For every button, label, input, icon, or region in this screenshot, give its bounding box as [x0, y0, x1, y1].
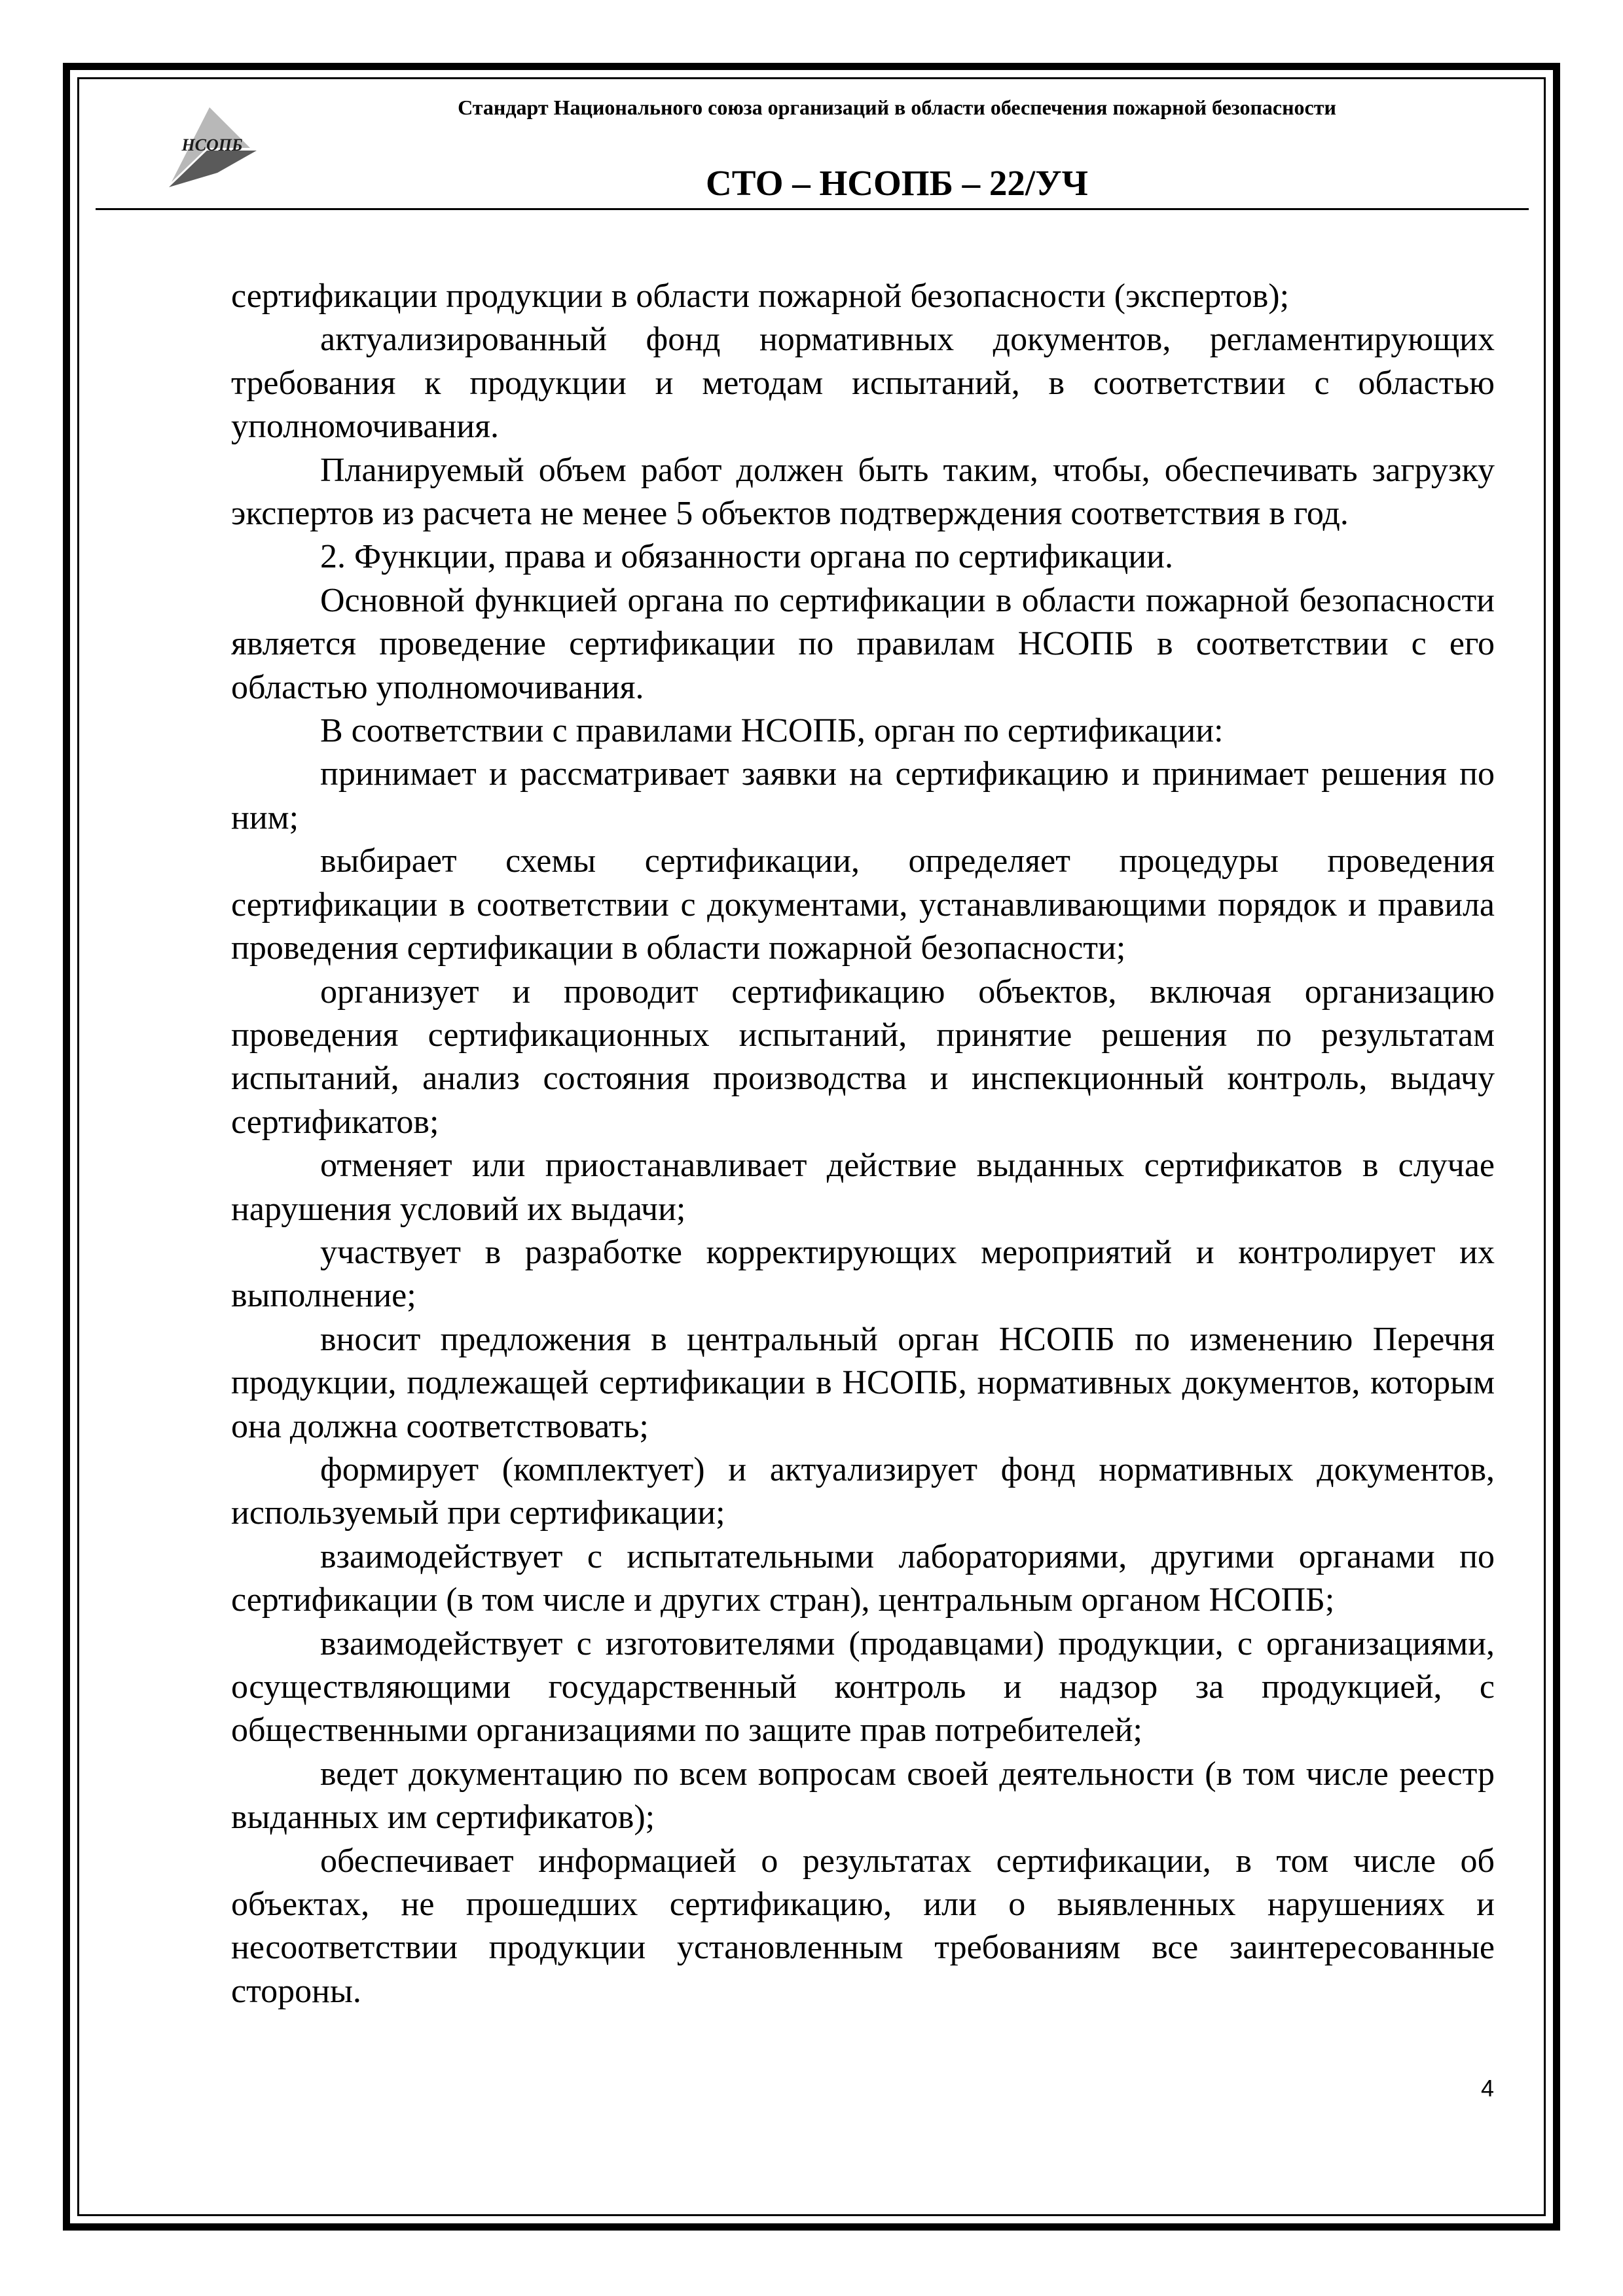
list-item: принимает и рассматривает заявки на сертификацию и принимает решения по ним;	[231, 755, 1495, 836]
standard-organization-title: Стандарт Национального союза организаций в области обеспечения пожарной безопасности	[458, 96, 1336, 119]
document-code: СТО – НСОПБ – 22/УЧ	[706, 163, 1088, 203]
paragraph: Планируемый объем работ должен быть таким, чтобы, обеспечивать загрузку экспертов из расчета не менее 5 объектов подтверждения соответствия в год.	[231, 451, 1495, 533]
list-item: взаимодействует с изготовителями (продавцами) продукции, с организациями, осуществляющими государственный контроль и надзор за продукцией, с общественными организациями по защите прав потребителей;	[231, 1624, 1495, 1749]
list-item: обеспечивает информацией о результатах сертификации, в том числе об объектах, не прошедших сертификацию, или о выявленных нарушениях и несоответствии продукции установленным требованиям все заинтересованные стороны.	[231, 1842, 1495, 2010]
list-item: отменяет или приостанавливает действие выданных сертификатов в случае нарушения условий их выдачи;	[231, 1147, 1495, 1228]
list-item: формирует (комплектует) и актуализирует фонд нормативных документов, используемый при сертификации;	[231, 1450, 1495, 1532]
document-body	[231, 275, 1495, 2013]
paragraph: Основной функцией органа по сертификации в области пожарной безопасности является проведение сертификации по правилам НСОПБ в соответствии с его областью уполномочивания.	[231, 581, 1495, 706]
page-number: 4	[1481, 2075, 1495, 2102]
list-item: участвует в разработке корректирующих мероприятий и контролирует их выполнение;	[231, 1233, 1495, 1315]
paragraph: В соответствии с правилами НСОПБ, орган по сертификации:	[320, 712, 1224, 750]
list-item: организует и проводит сертификацию объектов, включая организацию проведения сертификационных испытаний, принятие решения по результатам испытаний, анализ состояния производства и инспекционный контроль, выдачу сертификатов;	[231, 973, 1495, 1141]
section-heading: 2. Функции, права и обязанности органа по сертификации.	[320, 538, 1173, 576]
logo-text: НСОПБ	[181, 135, 243, 154]
list-item: выбирает схемы сертификации, определяет процедуры проведения сертификации в соответствии с документами, устанавливающими порядок и правила проведения сертификации в области пожарной безопасности;	[231, 842, 1495, 967]
nsopb-logo	[164, 105, 262, 191]
list-item: ведет документацию по всем вопросам своей деятельности (в том числе реестр выданных им сертификатов);	[231, 1755, 1495, 1837]
paragraph: актуализированный фонд нормативных документов, регламентирующих требования к продукции и методам испытаний, в соответствии с областью уполномочивания.	[231, 321, 1495, 446]
list-item: взаимодействует с испытательными лабораториями, другими органами по сертификации (в том числе и других стран), центральным органом НСОПБ;	[231, 1537, 1495, 1619]
list-item: вносит предложения в центральный орган НСОПБ по изменению Перечня продукции, подлежащей сертификации в НСОПБ, нормативных документов, которым она должна соответствовать;	[231, 1320, 1495, 1445]
paragraph: сертификации продукции в области пожарной безопасности (экспертов);	[231, 278, 1290, 315]
header-divider	[96, 208, 1529, 210]
